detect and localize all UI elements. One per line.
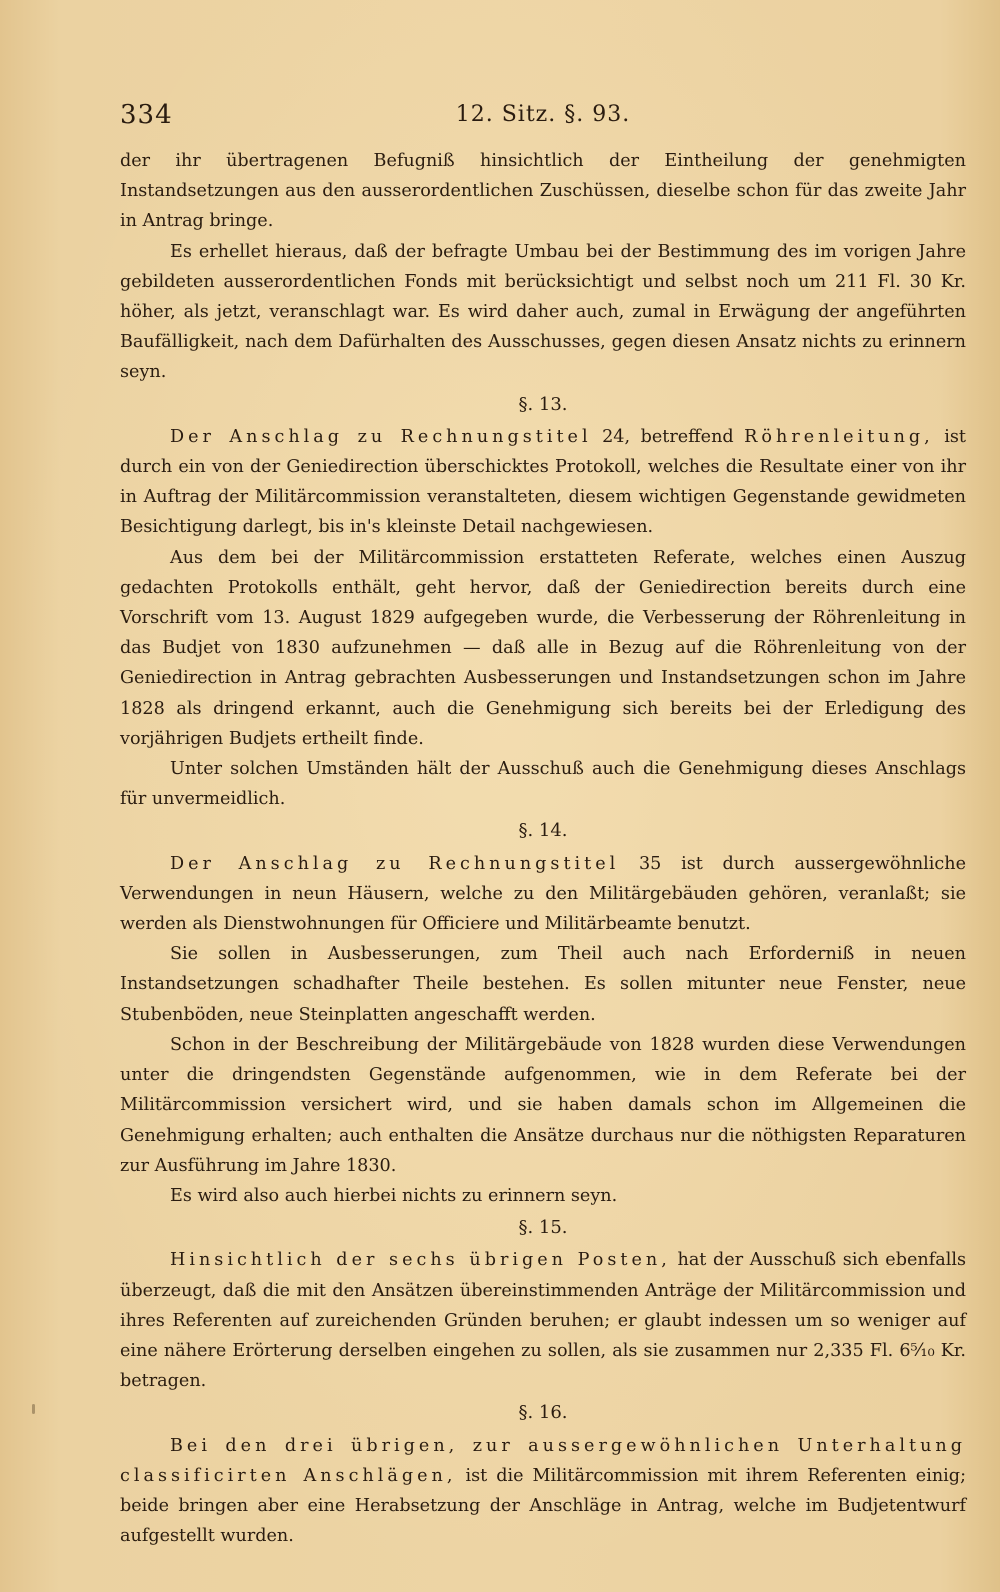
spaced-text: Hinsichtlich der sechs übrigen Posten, — [170, 1250, 671, 1271]
page-number: 334 — [120, 100, 173, 130]
running-head: 12. Sitz. §. 93. — [455, 102, 631, 127]
spaced-text: Der Anschlag zu Rechnungstitel — [170, 853, 620, 874]
paragraph — [120, 422, 966, 543]
page-body — [120, 146, 966, 1551]
paragraph-text: 35 ist durch aussergewöhnliche Verwendungen in neun Häusern, welche zu den Militärgebäuden gehören, veranlaßt; sie werden als Dienstwohnungen für Officiere und Militärbeamte benutzt. — [120, 853, 966, 935]
paragraph — [120, 1431, 966, 1552]
paragraph: Es wird also auch hierbei nichts zu erinnern seyn. — [170, 1185, 618, 1206]
paragraph-text: ist durch ein von der Geniedirection überschicktes Protokoll, welches die Resultate einer von ihr in Auftrag der Militärcommission veranstalteten, diesem wichtigen Gegenstande gewidmeten Besichtigung darlegt, bis in's kleinste Detail nachgewiesen. — [120, 426, 966, 538]
ink-speck — [32, 1404, 35, 1414]
spaced-text: Der Anschlag zu Rechnungstitel — [170, 426, 592, 447]
section-heading: §. 16. — [518, 1402, 568, 1424]
paragraph-text: 24, betreffend — [591, 426, 745, 447]
paragraph: Schon in der Beschreibung der Militärgebäude von 1828 wurden diese Verwendungen unter die dringendsten Gegenstände aufgenommen, wie in dem Referate bei der Militärcommission versichert wird, und sie haben damals schon im Allgemeinen die Genehmigung erhalten; auch enthalten die Ansätze durchaus nur die nöthigsten Reparaturen zur Ausführung im Jahre 1830. — [120, 1034, 966, 1176]
page-header — [120, 100, 966, 146]
section-heading: §. 13. — [518, 393, 568, 415]
paragraph — [120, 1245, 966, 1396]
paragraph: Es erhellet hieraus, daß der befragte Umbau bei der Bestimmung des im vorigen Jahre gebildeten ausserordentlichen Fonds mit berücksichtigt und selbst noch um 211 Fl. 30 Kr. höher, als jetzt, veranschlagt war. Es wird daher auch, zumal in Erwägung der angeführten Baufälligkeit, nach dem Dafürhalten des Ausschusses, gegen diesen Ansatz nichts zu erinnern seyn. — [120, 241, 966, 383]
paragraph-text: ist die Militärcommission mit ihrem Referenten einig; beide bringen aber eine Herabsetzung der Anschläge in Antrag, welche im Budjetentwurf aufgestellt wurden. — [120, 1465, 966, 1547]
paragraph — [120, 849, 966, 940]
section-heading: §. 14. — [518, 820, 568, 842]
spaced-text: Bei den drei übrigen, zur aussergewöhnlichen Unterhaltung classificirten Anschlägen, — [120, 1435, 966, 1486]
paragraph: Aus dem bei der Militärcommission erstatteten Referate, welches einen Auszug gedachten Protokolls enthält, geht hervor, daß der Geniedirection bereits durch eine Vorschrift vom 13. August 1829 aufgegeben wurde, die Verbesserung der Röhrenleitung in das Budjet von 1830 aufzunehmen — daß alle in Bezug auf die Röhrenleitung von der Geniedirection in Antrag gebrachten Ausbesserungen und Instandsetzungen schon im Jahre 1828 als dringend erkannt, auch die Genehmigung sich bereits bei der Erledigung des vorjährigen Budjets ertheilt finde. — [120, 547, 966, 749]
spaced-text: Röhrenleitung, — [744, 426, 934, 447]
paragraph: Unter solchen Umständen hält der Ausschuß auch die Genehmigung dieses Anschlags für unvermeidlich. — [120, 759, 966, 810]
paragraph: der ihr übertragenen Befugniß hinsichtlich der Eintheilung der genehmigten Instandsetzungen aus den ausserordentlichen Zuschüssen, dieselbe schon für das zweite Jahr in Antrag bringe. — [120, 151, 966, 232]
section-heading: §. 15. — [518, 1217, 568, 1239]
paragraph-text: hat der Ausschuß sich ebenfalls überzeugt, daß die mit den Ansätzen übereinstimmenden Anträge der Militärcommission und ihres Referenten auf zureichenden Gründen beruhen; er glaubt indessen um so weniger auf eine nähere Erörterung derselben eingehen zu sollen, als sie zusammen nur 2,335 Fl. 6⁵⁄₁₀ Kr. betragen. — [120, 1250, 967, 1392]
paragraph: Sie sollen in Ausbesserungen, zum Theil auch nach Erforderniß in neuen Instandsetzungen schadhafter Theile bestehen. Es sollen mitunter neue Fenster, neue Stubenböden, neue Steinplatten angeschafft werden. — [120, 944, 966, 1025]
